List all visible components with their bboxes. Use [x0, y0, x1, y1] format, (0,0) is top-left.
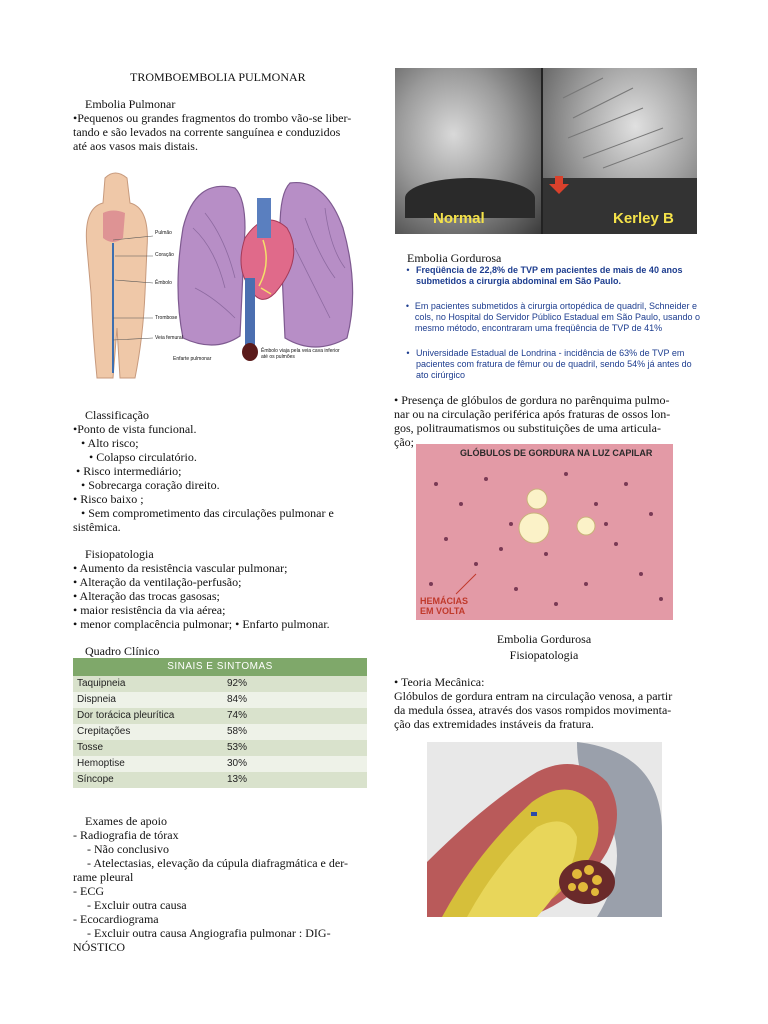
label-trombose: Trombose: [155, 315, 178, 321]
exames-heading: Exames de apoio: [85, 814, 167, 828]
histology-title: GLÓBULOS DE GORDURA NA LUZ CAPILAR: [460, 448, 653, 458]
label-pulmao: Pulmão: [155, 230, 172, 236]
table-row: Dor torácica pleurítica 74%: [73, 708, 367, 724]
table-row: Taquipneia 92%: [73, 676, 367, 692]
label-embolo: Êmbolo: [155, 280, 172, 286]
pulmonary-embolism-illustration: [75, 168, 373, 382]
embolia-pulmonar-heading: Embolia Pulmonar: [85, 97, 176, 111]
embolia-gordurosa-heading: Embolia Gordurosa: [407, 251, 502, 265]
fat-globules-histology-image: [416, 444, 673, 620]
fisiopatologia-heading: Fisiopatologia: [85, 547, 154, 561]
table-row: Síncope 13%: [73, 772, 367, 788]
label-enfarte-pulmonar: Enfarte pulmonar: [173, 356, 212, 362]
table-row: Crepitações 58%: [73, 724, 367, 740]
fisiopatologia-gordurosa-title: Embolia Gordurosa Fisiopatologia: [496, 632, 592, 662]
xray-normal-panel: Normal: [395, 68, 541, 234]
quadro-clinico-heading: Quadro Clínico: [85, 644, 160, 658]
label-embolo-viaja: Êmbolo viaja pela veia cava inferior até os pulmões: [261, 348, 340, 360]
table-row: Dispneia 84%: [73, 692, 367, 708]
embolia-pulmonar-text: •Pequenos ou grandes fragmentos do trombo vão-se liber- tando e são levados na corrente sanguínea e conduzidos até aos vasos mais distais.: [73, 111, 352, 153]
fisiopatologia-list: • Aumento da resistência vascular pulmonar; • Alteração da ventilação-perfusão; • Alteração das trocas gasosas; • maior resistência da via aérea; • menor complacência pulmonar; • Enfarto pulmonar.: [73, 561, 330, 631]
xray-kerley-b-panel: Kerley B: [543, 68, 697, 234]
label-veia-femural: Veia femural: [155, 335, 183, 341]
list-item: • Universidade Estadual de Londrina - incidência de 63% de TVP em pacientes com fratura de fêmur ou de quadril, sendo 54% já antes do ato cirúrgico: [406, 348, 692, 380]
teoria-mecanica-text: • Teoria Mecânica: Glóbulos de gordura entram na circulação venosa, a partir da medula óssea, através dos vasos rompidos movimenta- ção das extremidades instáveis da fratura.: [394, 675, 673, 731]
embolia-gordurosa-stats: [400, 265, 700, 381]
page-title: TROMBOEMBOLIA PULMONAR: [130, 70, 306, 84]
presenca-text: • Presença de glóbulos de gordura no parênquima pulmo- nar ou na circulação periférica após fraturas de ossos lon- gos, politraumatismos ou substituições de uma articula- ção;: [394, 393, 671, 449]
table-header: SINAIS E SINTOMAS: [73, 658, 367, 676]
label-coracao: Coração: [155, 252, 174, 258]
classificacao-list: •Ponto de vista funcional. • Alto risco; • Colapso circulatório. • Risco intermediário; • Sobrecarga coração direito. • Risco baixo ; • Sem comprometimento das circulações pulmonar e sistêmica.: [73, 422, 334, 534]
table-row: Tosse 53%: [73, 740, 367, 756]
exames-list: - Radiografia de tórax - Não conclusivo - Atelectasias, elevação da cúpula diafragmática e der- rame pleural - ECG - Excluir outra causa - Ecocardiograma - Excluir outra causa Angiografia pulmonar : DIG- NÓSTICO: [73, 828, 348, 954]
fat-embolism-vessel-illustration: [427, 742, 662, 917]
sinais-sintomas-table: [73, 658, 367, 788]
list-item: • Em pacientes submetidos à cirurgia ortopédica de quadril, Schneider e cols, no Hospital do Servidor Público Estadual em São Paulo, usando o mesmo método, encontraram uma freqüência de TVP de 41%: [405, 301, 700, 333]
histology-caption: HEMÁCIAS EM VOLTA: [420, 596, 469, 616]
xray-comparison-image: [395, 68, 697, 234]
list-item: • Freqüência de 22,8% de TVP em pacientes de mais de 40 anos submetidos a cirurgia abdominal em São Paulo.: [406, 265, 683, 286]
classificacao-heading: Classificação: [85, 408, 149, 422]
table-row: Hemoptise 30%: [73, 756, 367, 772]
